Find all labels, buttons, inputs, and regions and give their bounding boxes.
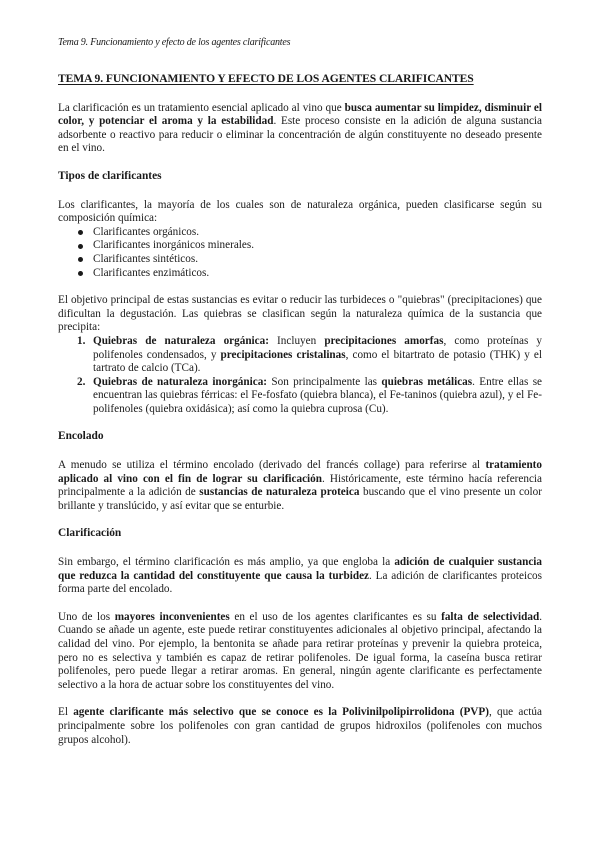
list-item: Clarificantes sintéticos. bbox=[93, 253, 542, 267]
tipos-lead: Los clarificantes, la mayoría de los cuales son de naturaleza orgánica, pueden clasificarse según su composición química: bbox=[58, 198, 542, 225]
page-title: TEMA 9. FUNCIONAMIENTO Y EFECTO DE LOS AGENTES CLARIFICANTES bbox=[58, 72, 474, 85]
list-item: 1. Quiebras de naturaleza orgánica: Incluyen precipitaciones amorfas, como proteínas y polifenoles condensados, y precipitaciones cristalinas, como el bitartrato de potasio (THK) y el tartrato de calcio (TCa). bbox=[77, 334, 543, 375]
list-item: Clarificantes inorgánicos minerales. bbox=[93, 239, 542, 253]
quiebras-lead: El objetivo principal de estas sustancias es evitar o reducir las turbideces o "quiebras" (precipitaciones) que dificultan la degustación. Las quiebras se clasifican según la naturaleza química de la sustancia que precipita: bbox=[58, 294, 542, 334]
clarificacion-paragraph-1: Sin embargo, el término clarificación es más amplio, ya que engloba la adición de cualquier sustancia que reduzca la cantidad del constituyente que causa la turbidez. La adición de clarificantes proteicos forma parte del encolado. bbox=[58, 556, 543, 596]
document-body bbox=[58, 72, 542, 761]
list-item: 2. Quiebras de naturaleza inorgánica: Son principalmente las quiebras metálicas. Entre ellas se encuentran las quiebras férricas: el Fe-fosfato (quiebra blanca), el Fe-taninos (quiebra azul), y el Fe-polifenoles (quiebra oxidásica); así como la quiebra cuprosa (Cu). bbox=[77, 375, 543, 415]
quiebras-list bbox=[58, 335, 542, 417]
running-header: Tema 9. Funcionamiento y efecto de los agentes clarificantes bbox=[58, 37, 291, 48]
list-item: Clarificantes orgánicos. bbox=[93, 226, 542, 240]
encolado-paragraph: A menudo se utiliza el término encolado (derivado del francés collage) para referirse al tratamiento aplicado al vino con el fin de lograr su clarificación. Históricamente, este término hacía referencia principalmente a la adición de sustancias de naturaleza proteica buscando que el vino presente un color brillante y translúcido, y así evitar que se enturbie. bbox=[58, 459, 542, 512]
section-heading-clarificacion: Clarificación bbox=[58, 527, 122, 540]
list-item: Clarificantes enzimáticos. bbox=[93, 267, 542, 281]
clarifier-types-list bbox=[58, 226, 542, 280]
intro-paragraph: La clarificación es un tratamiento esencial aplicado al vino que busca aumentar su limpidez, disminuir el color, y potenciar el aroma y la estabilidad. Este proceso consiste en la adición de alguna sustancia adsorbente o reactivo para reducir o eliminar la concentración de algún constituyente no deseado presente en el vino. bbox=[58, 101, 542, 155]
clarificacion-paragraph-2: Uno de los mayores inconvenientes en el uso de los agentes clarificantes es su falta de selectividad. Cuando se añade un agente, este puede retirar constituyentes adicionales al objetivo principal, afectando la calidad del vino. Por ejemplo, la bentonita se añade para retirar proteínas y prevenir la quiebra proteica, pero no es selectiva y también es capaz de retirar polifenoles. De igual forma, la caseína busca retirar polifenoles, pero puede llegar a retirar aromas. En general, ningún agente clarificante es perfectamente selectivo a la hora de actuar sobre los constituyentes del vino. bbox=[58, 610, 542, 691]
section-heading-tipos: Tipos de clarificantes bbox=[58, 169, 162, 182]
clarificacion-paragraph-3: El agente clarificante más selectivo que se conoce es la Polivinilpolipirrolidona (PVP), que actúa principalmente sobre los polifenoles con gran cantidad de grupos hidroxilos (polifenoles con muchos grupos alcohol). bbox=[58, 706, 542, 746]
section-heading-encolado: Encolado bbox=[58, 430, 104, 443]
